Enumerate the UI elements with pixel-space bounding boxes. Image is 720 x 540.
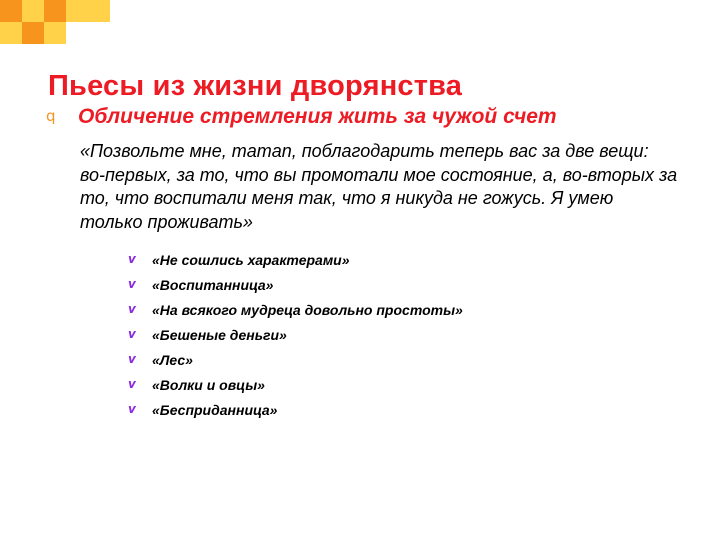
list-item-label: «Лес» (152, 352, 193, 369)
deco-square (0, 0, 22, 22)
corner-decoration (0, 0, 128, 44)
list-item-label: «Бесприданница» (152, 402, 278, 419)
diamond-bullet-icon: v (128, 327, 136, 342)
list-item-label: «Волки и овцы» (152, 377, 265, 394)
deco-square (88, 0, 110, 22)
diamond-bullet-icon: v (128, 302, 136, 317)
level1-bullet-item (40, 104, 700, 130)
diamond-bullet-icon: v (128, 352, 136, 367)
deco-square (44, 22, 66, 44)
list-item (126, 403, 700, 417)
list-item (126, 303, 700, 317)
square-bullet-icon: q (46, 107, 56, 125)
diamond-bullet-icon: v (128, 402, 136, 417)
diamond-bullet-icon: v (128, 252, 136, 267)
list-item (126, 353, 700, 367)
deco-square (44, 0, 66, 22)
list-item (126, 253, 700, 267)
list-item-label: «Бешеные деньги» (152, 327, 287, 344)
list-item-label: «Не сошлись характерами» (152, 252, 350, 269)
list-item (126, 328, 700, 342)
list-item-label: «На всякого мудреца довольно простоты» (152, 302, 463, 319)
deco-square (0, 22, 22, 44)
list-item (126, 378, 700, 392)
plays-list (40, 253, 700, 417)
deco-square (22, 0, 44, 22)
diamond-bullet-icon: v (128, 277, 136, 292)
slide-content (40, 104, 700, 428)
diamond-bullet-icon: v (128, 377, 136, 392)
list-item (126, 278, 700, 292)
level1-text: Обличение стремления жить за чужой счет (78, 105, 557, 128)
deco-square (66, 0, 88, 22)
quotation-text: «Позвольте мне, maman, поблагодарить теперь вас за две вещи: во-первых, за то, что вы промотали мое состояние, а, во-вторых за то, что воспитали меня так, что я никуда не гожусь. Я умею только проживать» (80, 140, 678, 233)
list-item-label: «Воспитанница» (152, 277, 274, 294)
deco-square (22, 22, 44, 44)
page-title: Пьесы из жизни дворянства (48, 70, 463, 103)
